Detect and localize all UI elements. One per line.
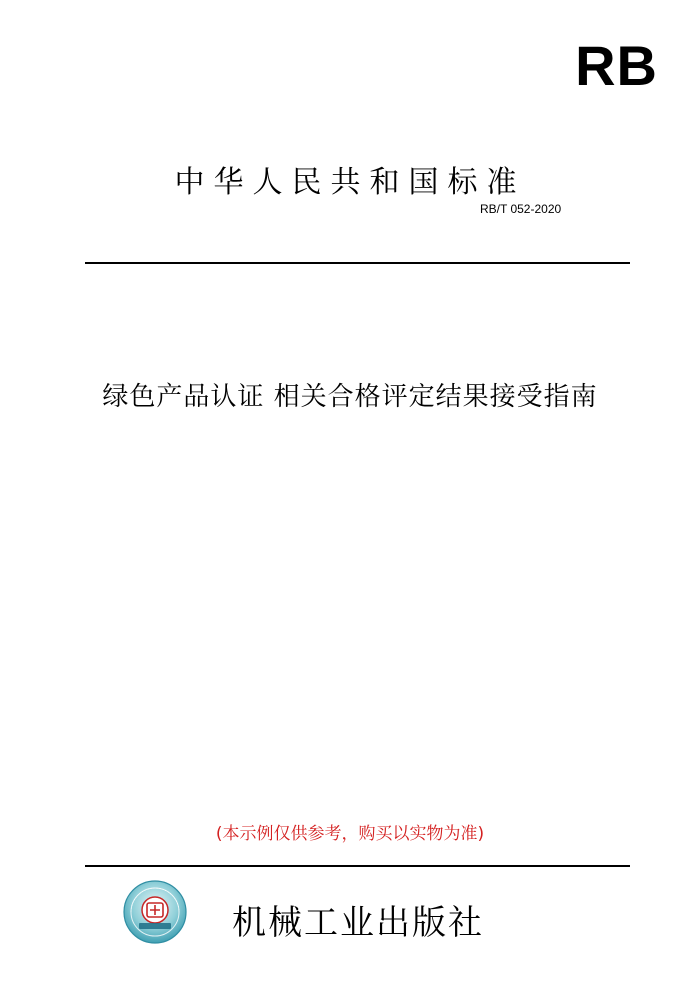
standard-category-mark: RB	[575, 34, 658, 97]
standard-type-title: 中华人民共和国标准	[174, 165, 526, 200]
standard-number: RB/T 052-2020	[480, 202, 562, 216]
anti-counterfeit-seal-icon	[123, 880, 187, 944]
document-title: 绿色产品认证 相关合格评定结果接受指南	[102, 382, 598, 412]
top-divider	[85, 262, 630, 264]
sample-notice: (本示例仅供参考，购买以实物为准)	[215, 824, 485, 844]
publisher-name: 机械工业出版社	[232, 903, 484, 943]
bottom-divider	[85, 865, 630, 867]
